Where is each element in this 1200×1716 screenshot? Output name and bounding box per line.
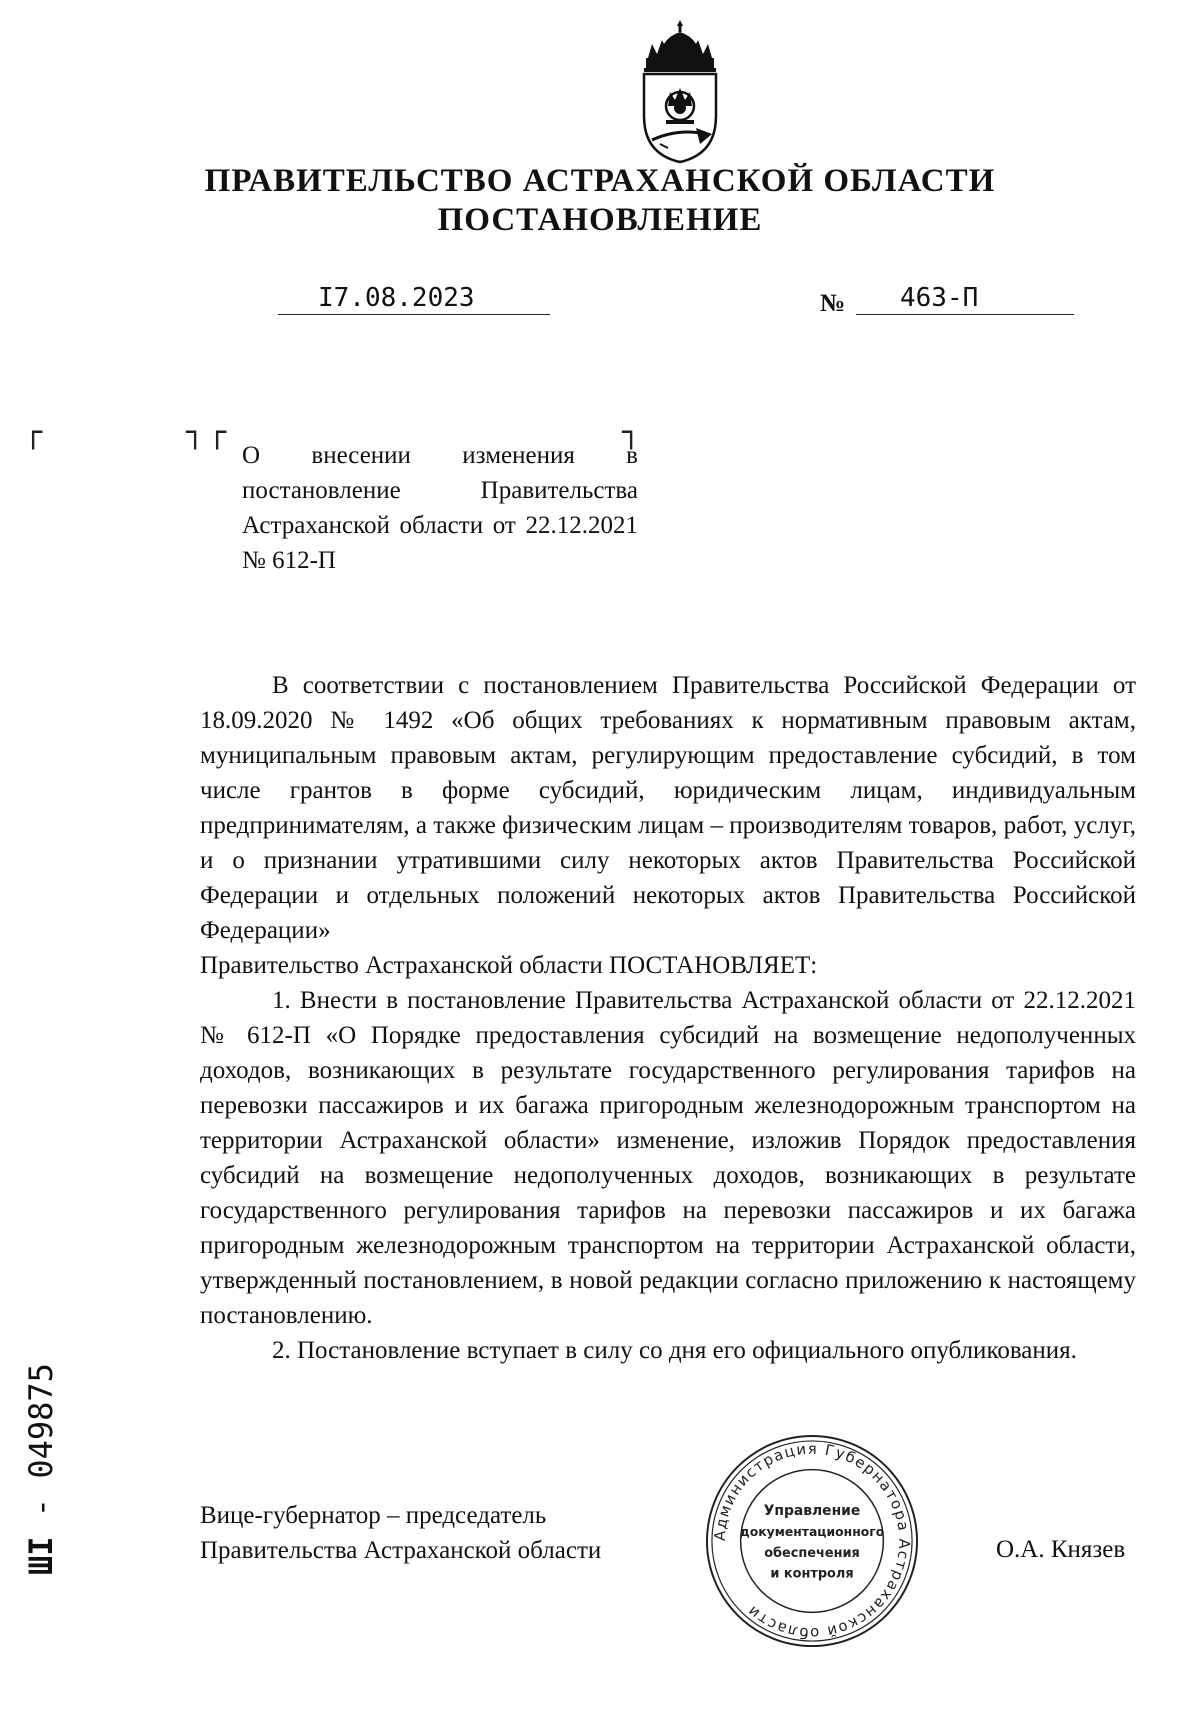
item-2-paragraph: 2. Постановление вступает в силу со дня его официального опубликования.: [272, 1337, 1077, 1364]
organization-title: ПРАВИТЕЛЬСТВО АСТРАХАНСКОЙ ОБЛАСТИ: [204, 163, 996, 199]
signatory-title-line-2: Правительства Астраханской области: [200, 1537, 602, 1564]
item-1-paragraph: 1. Внести в постановление Правительства Астраханской области от 22.12.2021 № 612-П «О Порядке предоставления субсидий на возмещение недополученных доходов, возникающих в результате государственного регулирования тарифов на перевозки пассажиров и их багажа пригородным железнодорожным транспортом на территории Астраханской области» изменение, изложив Порядок предоставления субсидий на возмещение недополученных доходов, возникающих в результате государственного регулирования тарифов на перевозки пассажиров и их багажа пригородным железнодорожным транспортом на территории Астраханской области, утвержденный постановлением, в новой редакции согласно приложению к настоящему постановлению.: [200, 987, 1136, 1329]
number-underline: [856, 314, 1074, 315]
stamp-center-line-4: и контроля: [770, 1566, 854, 1582]
document-body: [200, 668, 1136, 1368]
number-sign: №: [820, 290, 846, 317]
date-underline: [278, 314, 550, 315]
document-date: I7.08.2023: [318, 283, 475, 313]
blank-serial-number: [22, 1363, 60, 1575]
blank-serial-digits: 049875: [22, 1363, 60, 1479]
coat-of-arms-emblem: [630, 16, 730, 166]
corner-bracket-mid-left: ┌: [208, 415, 227, 450]
blank-serial-separator: -: [22, 1478, 60, 1537]
official-round-stamp: [703, 1432, 921, 1650]
corner-bracket-mid-right: ┐: [186, 415, 205, 450]
stamp-center-line-2: документационного: [739, 1525, 885, 1540]
preamble-paragraph: В соответствии с постановлением Правительства Российской Федерации от 18.09.2020 № 1492 «Об общих требованиях к нормативным правовым актам, муниципальным правовым актам, регулирующим предоставление субсидий, в том числе грантов в форме субсидий, юридическим лицам, индивидуальным предпринимателям, а также физическим лицам – производителям товаров, работ, услуг, и о признании утратившими силу некоторых актов Правительства Российской Федерации и отдельных положений некоторых актов Правительства Российской Федерации»: [200, 672, 1136, 944]
document-subject: О внесении изменения в постановление Правительства Астраханской области от 22.12.2021 № 612-П: [242, 442, 638, 574]
signatory-title-line-1: Вице-губернатор – председатель: [200, 1502, 547, 1529]
document-number: 463-П: [900, 283, 979, 313]
resolves-paragraph: Правительство Астраханской области ПОСТАНОВЛЯЕТ:: [200, 952, 818, 979]
signatory-name: О.А. Князев: [996, 1536, 1126, 1563]
signatory-title: [200, 1498, 601, 1568]
stamp-center-line-3: обеспечения: [764, 1545, 860, 1561]
corner-bracket-left: ┌: [24, 415, 43, 450]
blank-serial-series: ШI: [22, 1536, 60, 1575]
stamp-ring-text: Администрация Губернатора Астраханской области: [710, 1439, 914, 1643]
corner-bracket-right: ┐: [622, 415, 641, 450]
stamp-center-line-1: Управление: [763, 1503, 861, 1520]
document-type-title: ПОСТАНОВЛЕНИЕ: [437, 202, 763, 238]
